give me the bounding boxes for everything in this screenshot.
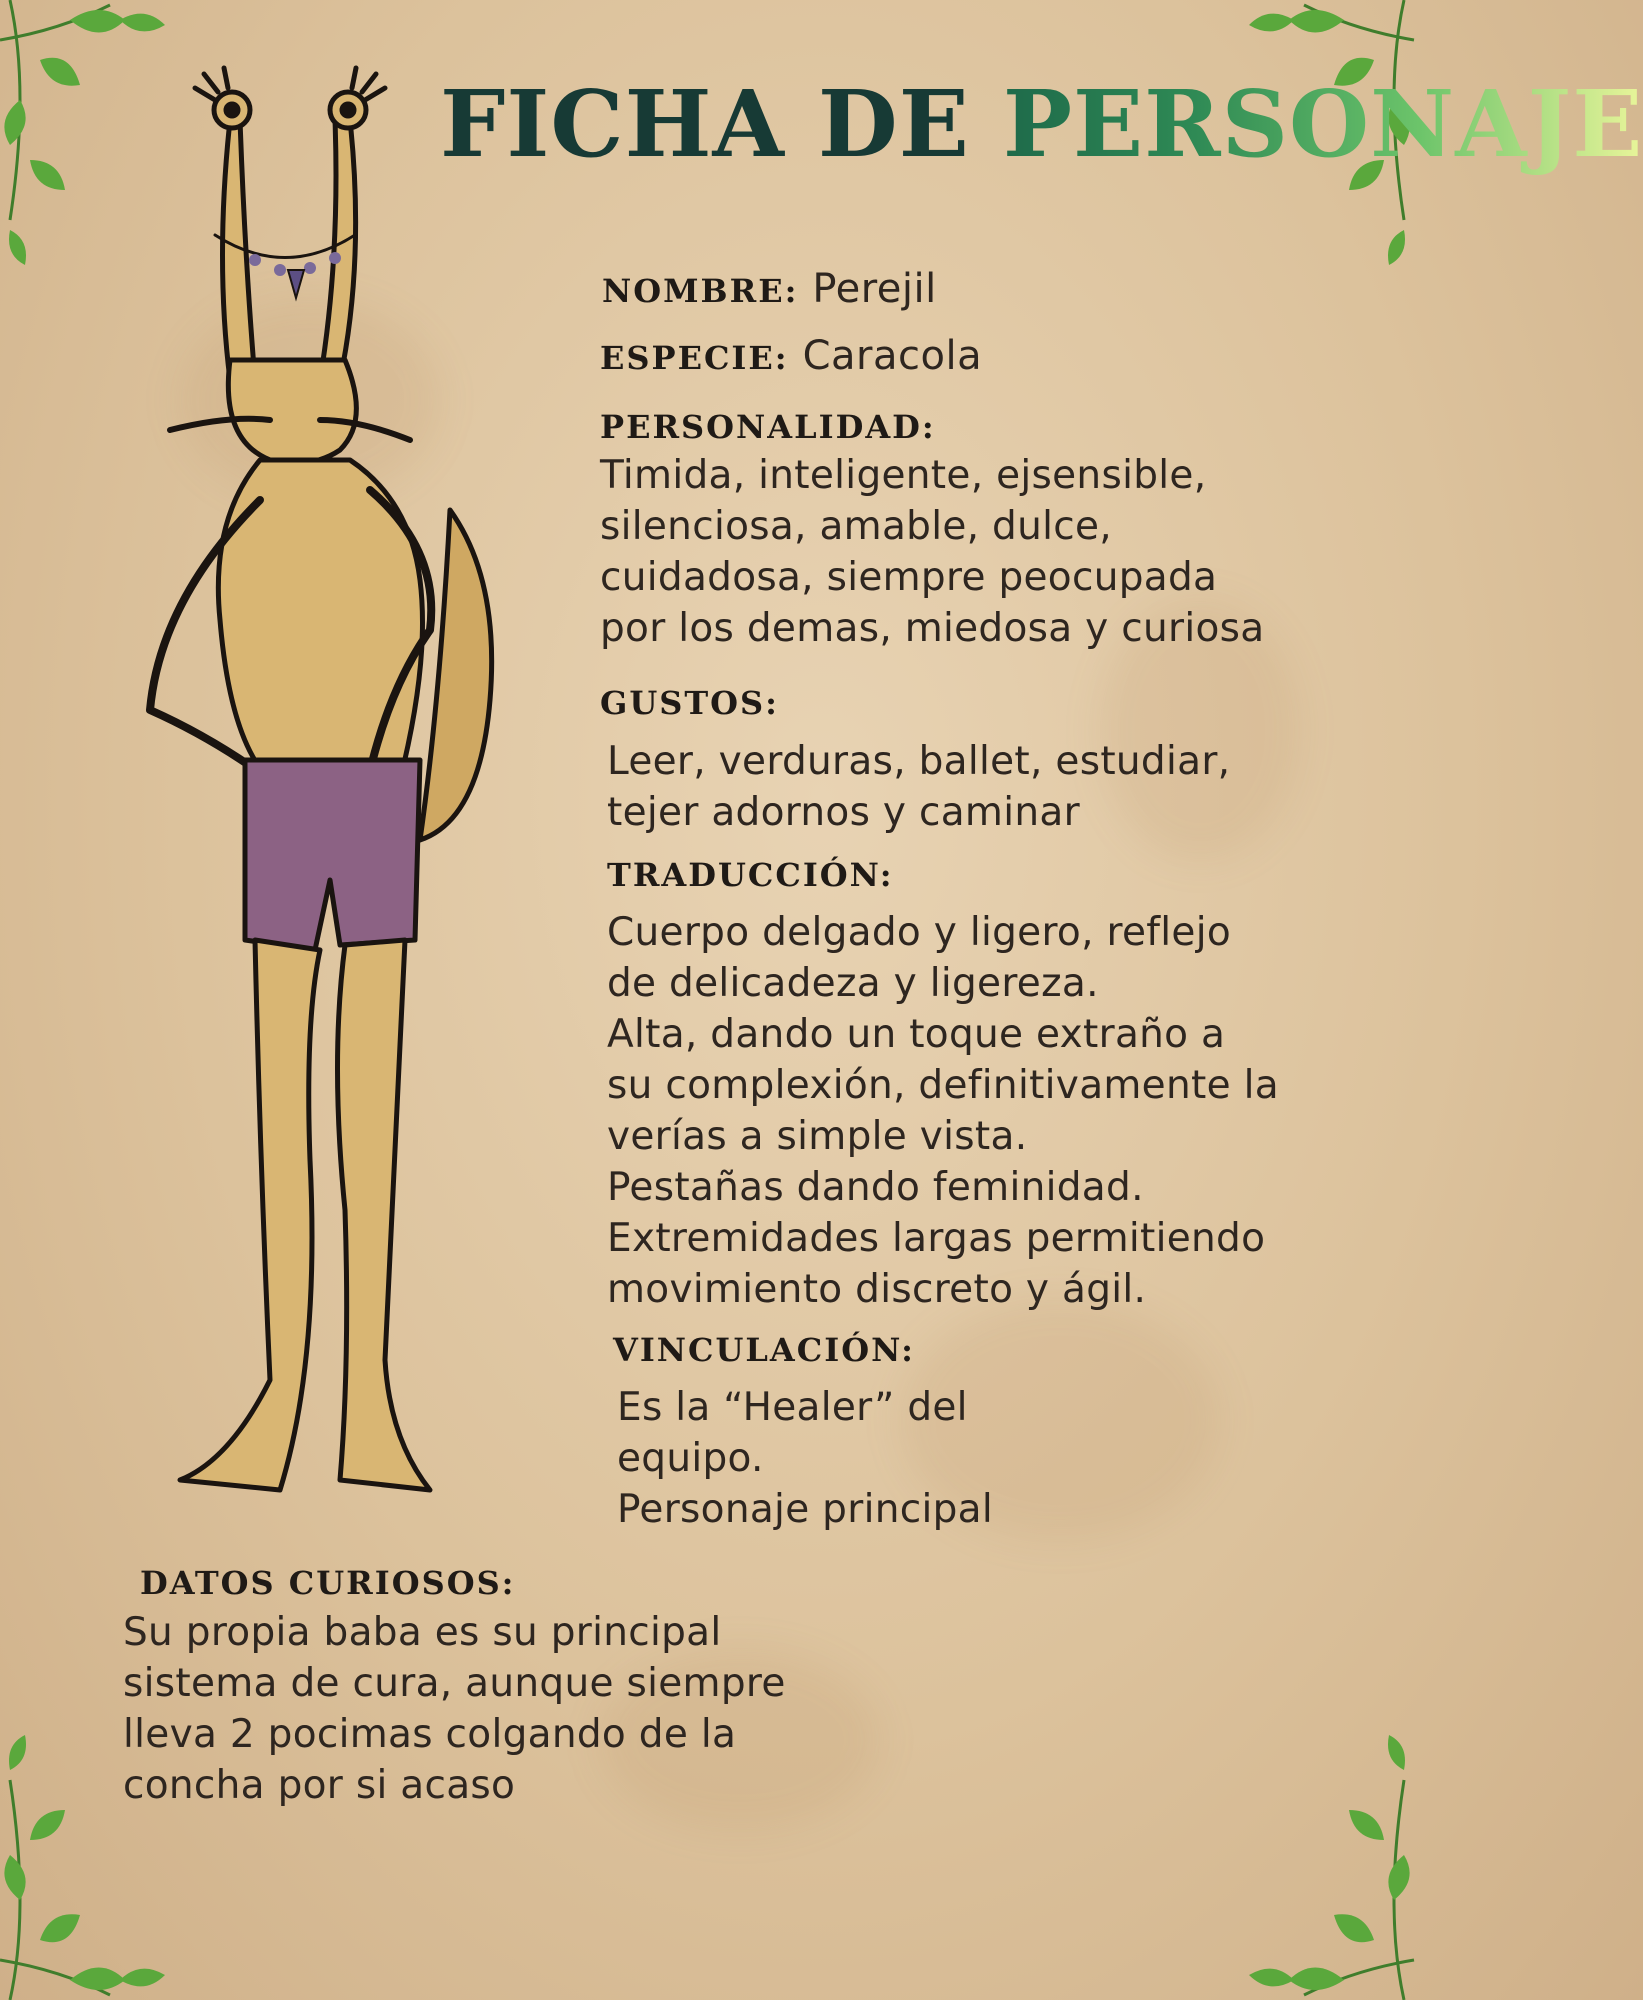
personalidad-label: PERSONALIDAD: xyxy=(600,408,936,446)
especie-label: ESPECIE: xyxy=(600,339,789,377)
snail-character-illustration xyxy=(120,60,520,1560)
vinculacion-text: Es la “Healer” del equipo. Personaje principal xyxy=(617,1385,993,1532)
traduccion-text: Cuerpo delgado y ligero, reflejo de delicadeza y ligereza. Alta, dando un toque extraño a su complexión, definitivamente la verías a simple vista. Pestañas dando feminidad. Extremidades largas permitiendo movimiento discreto y ágil. xyxy=(607,910,1279,1312)
gustos-text: Leer, verduras, ballet, estudiar, tejer adornos y caminar xyxy=(607,739,1231,835)
especie-row xyxy=(600,333,982,379)
datos-curiosos-text: Su propia baba es su principal sistema de cura, aunque siempre lleva 2 pocimas colgando de la concha por si acaso xyxy=(123,1610,786,1808)
personalidad-text: Timida, inteligente, ejsensible, silenciosa, amable, dulce, cuidadosa, siempre peocupada por los demas, miedosa y curiosa xyxy=(600,453,1265,651)
nombre-value: Perejil xyxy=(812,266,937,312)
title-part-1: FICHA DE xyxy=(440,70,1003,178)
vine-bottom-right-icon xyxy=(1114,1700,1414,2000)
title-part-2: PERSONAJE xyxy=(1002,70,1643,178)
especie-value: Caracola xyxy=(802,333,983,379)
page-title xyxy=(440,70,1643,178)
datos-curiosos-label: DATOS CURIOSOS: xyxy=(140,1564,516,1602)
nombre-label: NOMBRE: xyxy=(602,272,799,310)
vinculacion-label: VINCULACIÓN: xyxy=(613,1331,915,1369)
gustos-label: GUSTOS: xyxy=(600,684,779,722)
nombre-row xyxy=(602,266,937,312)
traduccion-label: TRADUCCIÓN: xyxy=(607,856,894,894)
